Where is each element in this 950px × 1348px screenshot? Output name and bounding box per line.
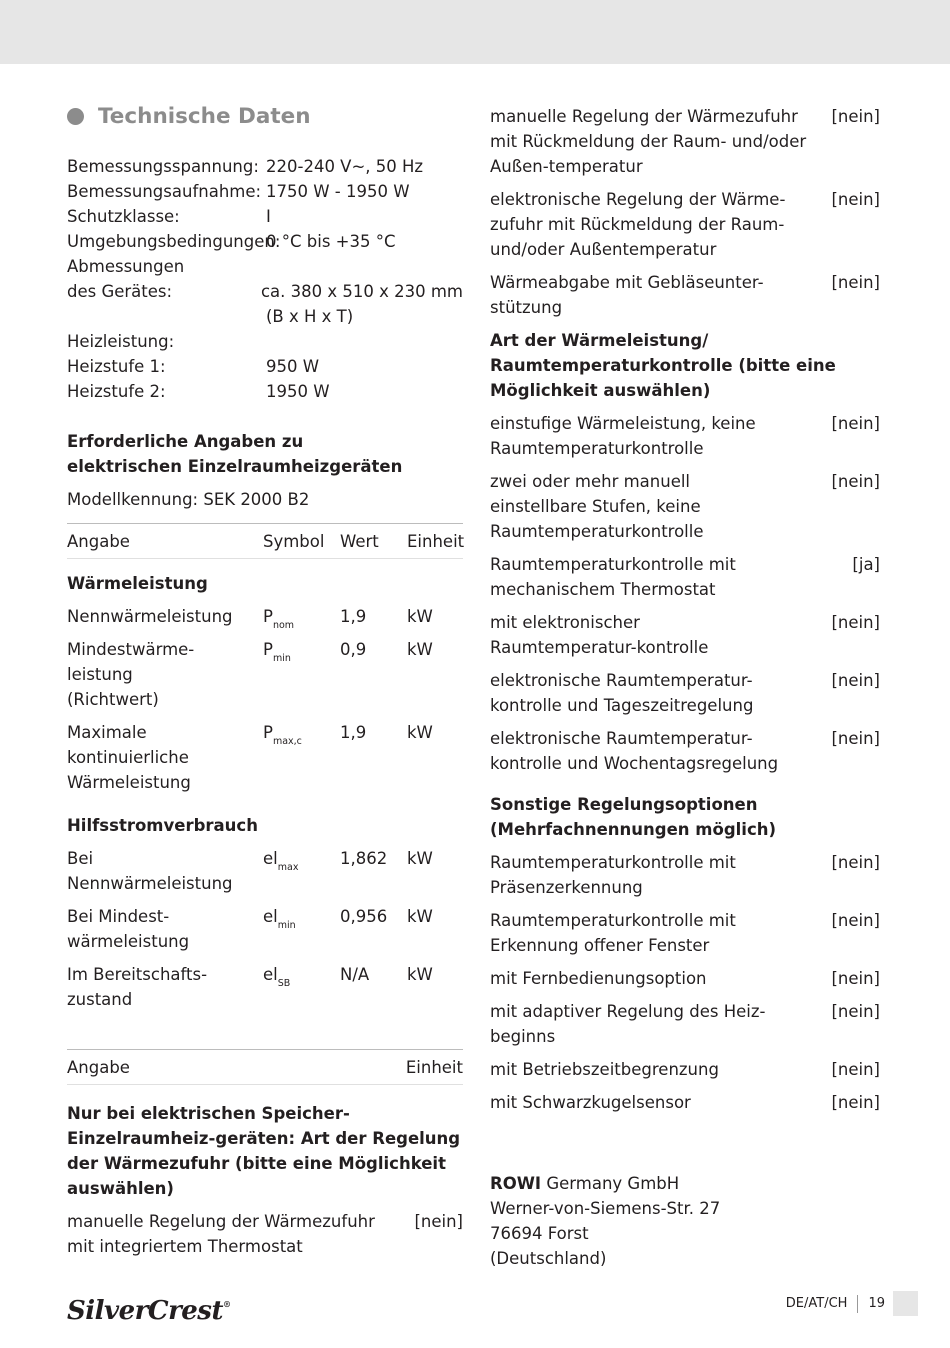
storage-rows [67,1209,463,1259]
option-row [490,469,880,544]
option-row [490,668,880,718]
row-angabe: Nennwärmeleistung [67,607,233,626]
option-row [67,1209,463,1259]
option-value: [nein] [831,273,880,292]
option-value: [ja] [852,555,880,574]
row-einheit: kW [407,907,433,926]
header-wert: Wert [340,531,379,551]
symbol-main: P [263,640,273,659]
option-value: [nein] [831,613,880,632]
spec-value: (B x H x T) [266,307,354,326]
option-row [490,187,880,262]
address-block [490,1171,880,1271]
row-angabe: Im Bereitschafts-zustand [67,965,208,1009]
storage-heading: Nur bei elektrischen Speicher-Einzelraumheiz-geräten: Art der Regelung der Wärmezufuhr (bitte eine Möglichkeit auswählen) [67,1104,461,1198]
group2-rows [67,846,463,1012]
bullet-icon [67,108,84,125]
page-number: 19 [868,1296,885,1311]
option-label: mit adaptiver Regelung des Heiz-beginns [490,1002,766,1046]
option-row [490,999,880,1049]
spec-key: des Gerätes: [67,282,173,301]
option-value: [nein] [831,911,880,930]
spec-row [67,279,463,304]
header-einheit: Einheit [405,1057,463,1077]
option-value: [nein] [831,1060,880,1079]
right-column [490,104,880,1271]
option-row [490,411,880,461]
divider [67,1084,463,1085]
symbol-main: el [263,849,278,868]
row-wert: 1,9 [340,723,367,742]
table-header [67,524,463,558]
country: (Deutschland) [490,1249,607,1268]
heat-rows [490,411,880,776]
option-row [490,270,880,320]
spec-value: 0 °C bis +35 °C [266,232,396,251]
option-value: [nein] [831,671,880,690]
option-value: [nein] [831,1002,880,1021]
row-einheit: kW [407,607,433,626]
symbol-sub: SB [277,978,291,989]
row-angabe: Maximale kontinuierliche Wärmeleistung [67,723,191,792]
table-row [67,962,463,1012]
spec-row [67,204,463,229]
page-footer [786,1291,918,1316]
symbol-sub: min [277,920,296,931]
spec-key: Bemessungsspannung: [67,157,259,176]
spec-key: Bemessungsaufnahme: [67,182,262,201]
option-row [490,726,880,776]
option-label: elektronische Raumtemperatur-kontrolle und Wochentagsregelung [490,729,779,773]
spec-value: 220-240 V~, 50 Hz [266,157,424,176]
option-value: [nein] [831,853,880,872]
option-label: elektronische Raumtemperatur-kontrolle und Tageszeitregelung [490,671,754,715]
spec-key: Umgebungsbedingungen: [67,232,281,251]
spec-value: I [266,207,271,226]
table-row [67,846,463,896]
spec-key: Heizstufe 2: [67,382,166,401]
section-heading [67,100,463,132]
row-symbol [263,720,340,795]
left-column [67,100,463,1259]
spec-row [67,329,463,354]
spec-row [67,229,463,254]
section-title: Technische Daten [98,103,311,129]
option-value: [nein] [831,729,880,748]
option-value: [nein] [831,107,880,126]
symbol-sub: max,c [272,736,302,747]
option-label: Raumtemperaturkontrolle mit Präsenzerkennung [490,853,736,897]
option-label: mit Schwarzkugelsensor [490,1093,691,1112]
symbol-main: el [263,965,278,984]
option-value: [nein] [831,1093,880,1112]
page-tab [893,1291,918,1316]
group-heading: Wärmeleistung [67,574,208,593]
row-symbol [263,846,340,896]
row-symbol [263,604,340,629]
option-row [490,966,880,991]
symbol-sub: nom [272,620,295,631]
heat-heading: Art der Wärmeleistung/ Raumtemperaturkontrolle (bitte eine Möglichkeit auswählen) [490,331,836,400]
row-einheit: kW [407,965,433,984]
spec-key: Schutzklasse: [67,207,180,226]
option-label: mit Betriebszeitbegrenzung [490,1060,719,1079]
row-einheit: kW [407,640,433,659]
row-wert: N/A [340,965,370,984]
option-label: manuelle Regelung der Wärmezufuhr mit Rückmeldung der Raum- und/oder Außen-temperatur [490,107,807,176]
symbol-main: el [263,907,278,926]
spec-value: 1950 W [266,382,330,401]
other-heading: Sonstige Regelungsoptionen (Mehrfachnennungen möglich) [490,795,777,839]
other-rows [490,850,880,1115]
header-angabe: Angabe [67,1057,130,1077]
row-symbol [263,962,340,1012]
header-einheit: Einheit [407,531,465,551]
option-label: mit Fernbedienungsoption [490,969,707,988]
table-row [67,604,463,629]
option-value: [nein] [414,1212,463,1231]
option-label: elektronische Regelung der Wärme-zufuhr mit Rückmeldung der Raum- und/oder Außentemperatur [490,190,786,259]
spec-row [67,379,463,404]
row-angabe: Bei Nennwärmeleistung [67,849,233,893]
option-value: [nein] [831,190,880,209]
table2-header [67,1050,463,1084]
language-codes: DE/AT/CH [786,1295,859,1313]
option-row [490,1057,880,1082]
header-symbol: Symbol [263,531,325,551]
option-label: Wärmeabgabe mit Gebläseunter-stützung [490,273,764,317]
symbol-main: P [263,607,273,626]
option-label: Raumtemperaturkontrolle mit Erkennung offener Fenster [490,911,736,955]
option-row [490,552,880,602]
spec-list [67,154,463,404]
row-wert: 1,862 [340,849,388,868]
option-label: zwei oder mehr manuell einstellbare Stufen, keine Raumtemperaturkontrolle [490,472,704,541]
spec-value: 1750 W - 1950 W [266,182,410,201]
spec-row [67,304,463,329]
option-label: mit elektronischer Raumtemperatur-kontrolle [490,613,709,657]
table-row [67,904,463,954]
spec-row [67,354,463,379]
spec-key [67,304,266,329]
option-row [490,850,880,900]
company-name: ROWI Germany GmbH [490,1174,680,1193]
table-row [67,637,463,712]
row-symbol [263,904,340,954]
symbol-sub: min [272,653,291,664]
row-wert: 0,9 [340,640,367,659]
option-value: [nein] [831,414,880,433]
spec-value: ca. 380 x 510 x 230 mm [260,282,463,301]
spec-value: 950 W [266,357,320,376]
group1-rows [67,604,463,795]
spec-key: Heizstufe 1: [67,357,166,376]
table-row [67,720,463,795]
symbol-main: P [263,723,273,742]
symbol-sub: max [277,862,299,873]
header-angabe: Angabe [67,531,130,551]
divider [67,558,463,559]
storage-rows-continued [490,104,880,320]
row-wert: 0,956 [340,907,388,926]
option-label: manuelle Regelung der Wärmezufuhr mit integriertem Thermostat [67,1212,375,1256]
row-einheit: kW [407,723,433,742]
spec-key: Heizleistung: [67,332,175,351]
erp-heading: Erforderliche Angaben zu elektrischen Einzelraumheizgeräten [67,432,403,476]
top-band [0,0,950,64]
option-value: [nein] [831,969,880,988]
street: Werner-von-Siemens-Str. 27 [490,1199,721,1218]
option-row [490,908,880,958]
row-symbol [263,637,340,712]
city: 76694 Forst [490,1224,589,1243]
option-label: Raumtemperaturkontrolle mit mechanischem Thermostat [490,555,736,599]
option-row [490,104,880,179]
brand-logo: SilverCrest® [67,1296,231,1326]
option-label: einstufige Wärmeleistung, keine Raumtemperaturkontrolle [490,414,756,458]
row-angabe: Bei Mindest-wärmeleistung [67,907,190,951]
row-einheit: kW [407,849,433,868]
spec-row [67,179,463,204]
spec-key: Abmessungen [67,257,185,276]
model-id: Modellkennung: SEK 2000 B2 [67,490,310,509]
option-row [490,610,880,660]
option-value: [nein] [831,472,880,491]
spec-row [67,254,463,279]
option-row [490,1090,880,1115]
group-heading: Hilfsstromverbrauch [67,816,258,835]
spec-row [67,154,463,179]
row-angabe: Mindestwärme-leistung (Richtwert) [67,640,195,709]
row-wert: 1,9 [340,607,367,626]
